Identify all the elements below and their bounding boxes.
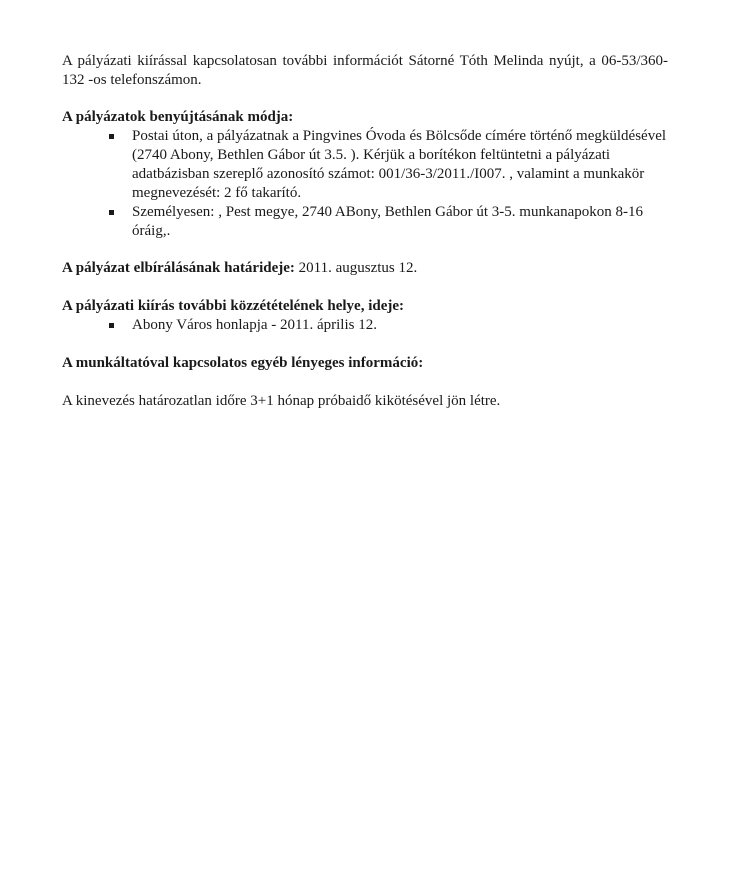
deadline-label: A pályázat elbírálásának határideje: (62, 260, 295, 276)
list-item-text: Abony Város honlapja - 2011. április 12. (132, 317, 377, 333)
submission-heading: A pályázatok benyújtásának módja: (62, 109, 294, 125)
employer-info-text: A kinevezés határozatlan időre 3+1 hónap próbaidő kikötésével jön létre. (62, 393, 501, 409)
list-item-text: Személyesen: , Pest megye, 2740 ABony, Bethlen Gábor út 3-5. munkanapokon 8-16 óráig,. (132, 204, 644, 239)
publication-heading: A pályázati kiírás további közzétételének helye, ideje: (62, 298, 405, 314)
bullet-icon (109, 134, 114, 139)
employer-info-heading: A munkáltatóval kapcsolatos egyéb lényeges információ: (62, 355, 424, 371)
list-item (62, 316, 668, 335)
list-item-text: Postai úton, a pályázatnak a Pingvines Óvoda és Bölcsőde címére történő megküldésével (2740 Abony, Bethlen Gábor út 3.5. ). Kérjük a borítékon feltüntetni a pályázati adatbázisban szereplő azonosító számot: 001/36-3/2011./I007. , valamint a munkakör megnevezését: 2 fő takarító. (132, 128, 667, 201)
publication-list (62, 316, 668, 335)
document-page (62, 52, 668, 411)
deadline-value: 2011. augusztus 12. (298, 260, 418, 276)
list-item (62, 127, 668, 203)
submission-list (62, 127, 668, 241)
list-item (62, 203, 668, 241)
bullet-icon (109, 323, 114, 328)
intro-paragraph: A pályázati kiírással kapcsolatosan további információt Sátorné Tóth Melinda nyújt, a 06-53/360-132 -os telefonszámon. (62, 53, 668, 88)
bullet-icon (109, 210, 114, 215)
deadline-line (62, 259, 668, 278)
